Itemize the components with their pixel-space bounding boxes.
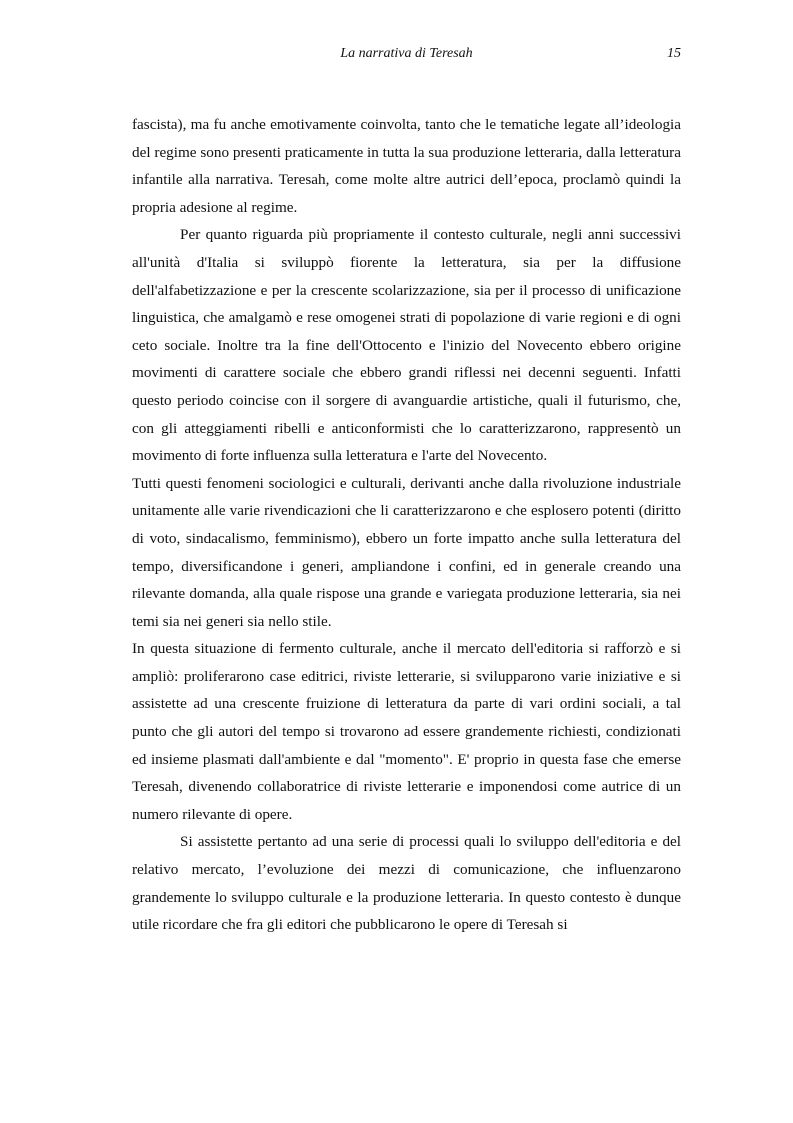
paragraph-publishing-market: In questa situazione di fermento culturale, anche il mercato dell'editoria si rafforzò e si ampliò: proliferarono case editrici, riviste letterarie, si svilupparono varie iniziative e si assistette ad una crescente fruizione di letteratura da parte di vari ordini sociali, a tal punto che gli autori del tempo si trovarono ad essere grandemente richiesti, condizionati ed insieme plasmati dall'ambiente e dal "momento". E' proprio in questa fase che emerse Teresah, divenendo collaboratrice di riviste letterarie e imponendosi come autrice di un numero rilevante di opere. (132, 640, 681, 823)
body-text (132, 111, 681, 939)
running-header (132, 46, 681, 68)
paragraph-continuation: fascista), ma fu anche emotivamente coinvolta, tanto che le tematiche legate all’ideologia del regime sono presenti praticamente in tutta la sua produzione letteraria, dalla letteratura infantile alla narrativa. Teresah, come molte altre autrici dell’epoca, proclamò quindi la propria adesione al regime. (132, 116, 681, 216)
paragraph-cultural-context: Per quanto riguarda più propriamente il contesto culturale, negli anni successivi all'unità d'Italia si sviluppò fiorente la letteratura, sia per la diffusione dell'alfabetizzazione e per la crescente scolarizzazione, sia per il processo di unificazione linguistica, che amalgamò e rese omogenei strati di popolazione di varie regioni e di ogni ceto sociale. Inoltre tra la fine dell'Ottocento e l'inizio del Novecento ebbero origine movimenti di carattere sociale che ebbero grandi riflessi nei decenni seguenti. Infatti questo periodo coincise con il sorgere di avanguardie artistiche, quali il futurismo, che, con gli atteggiamenti ribelli e anticonformisti che lo caratterizzarono, rappresentò un movimento di forte influenza sulla letteratura e l'arte del Novecento. (132, 226, 681, 465)
paragraph-publishers: Si assistette pertanto ad una serie di processi quali lo sviluppo dell'editoria e del relativo mercato, l’evoluzione dei mezzi di comunicazione, che influenzarono grandemente lo sviluppo culturale e la produzione letteraria. In questo contesto è dunque utile ricordare che fra gli editori che pubblicarono le opere di Teresah si (132, 833, 681, 934)
running-title: La narrativa di Teresah (340, 46, 473, 61)
page-number: 15 (667, 46, 681, 61)
paragraph-sociological-phenomena: Tutti questi fenomeni sociologici e culturali, derivanti anche dalla rivoluzione industriale unitamente alle varie rivendicazioni che li caratterizzarono e che esplosero potenti (diritto di voto, sindacalismo, femminismo), ebbero un forte impatto anche sulla letteratura del tempo, diversificandone i generi, ampliandone i confini, ed in generale creando una rilevante domanda, alla quale rispose una grande e variegata produzione letteraria, sia nei temi sia nei generi sia nello stile. (132, 474, 681, 630)
